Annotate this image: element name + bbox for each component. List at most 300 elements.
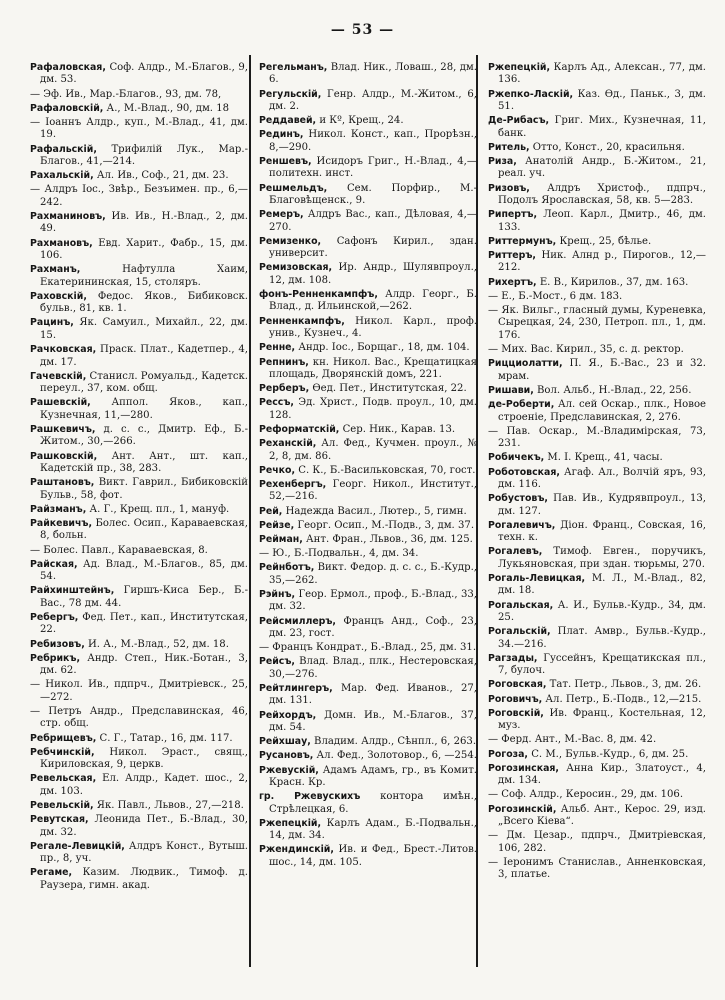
directory-entry [488, 857, 706, 882]
directory-entry [488, 358, 706, 383]
directory-entry [30, 451, 248, 476]
directory-entry [488, 305, 706, 342]
entry-details: Георг. Осип., М.-Подв., 3, дм. 37. [294, 519, 475, 531]
entry-name: Рейсъ, [259, 656, 295, 668]
entry-name: Рейтлингеръ, [259, 683, 333, 694]
entry-name: Рицциолатти, [488, 358, 563, 370]
entry-name: Де-Рибасъ, [488, 115, 550, 127]
entry-name: Рейхшау, [259, 736, 311, 748]
entry-name: Регале-Левицкій, [30, 840, 125, 852]
entry-details: Гиршъ-Киса Бер., Б.-Вас., 78 дм. 44. [40, 585, 248, 609]
entry-details: Отто, Конст., 20, красильня. [529, 141, 685, 153]
entry-details: Домн. Ив., М.-Благов., 37, дм. 54. [269, 709, 477, 734]
entry-name: Робичекъ, [488, 452, 545, 464]
entry-name: Рашкевичъ, [30, 423, 96, 435]
directory-entry [30, 291, 248, 316]
entry-details: — Никол. Ив., пдпрч., Дмитріевск., 25,—272. [30, 679, 248, 703]
directory-entry [488, 344, 706, 356]
entry-details: Исидоръ Григ., Н.-Влад., 4,—политехн. инст. [269, 156, 477, 180]
entry-name: Рогоза, [488, 748, 528, 760]
entry-details: Анатолій Андр., Б.-Житом., 21, реал. уч. [498, 156, 706, 180]
entry-details: Генр. Алдр., М.-Житом., 6, дм. 2. [269, 88, 477, 113]
directory-entry [488, 89, 706, 114]
entry-details: Адамъ Адамъ, гр., въ Комит. Красн. Кр. [269, 764, 477, 789]
directory-entry [30, 653, 248, 678]
entry-name: Ревельская, [30, 773, 97, 785]
directory-entry [30, 170, 248, 182]
entry-details: Ал. Фед., Золотовор., 6, —254. [313, 750, 477, 762]
entry-name: Риттермунъ, [488, 235, 557, 247]
entry-details: Карлъ Ад., Алексан., 77, дм. 136. [498, 62, 706, 86]
entry-details: Андр. Іос., Борщаг., 18, дм. 104. [295, 342, 470, 354]
directory-entry [30, 238, 248, 263]
entry-details: — Алдръ Іос., Звѣр., Безъимен. пр., 6,—242. [30, 184, 248, 208]
directory-entry [30, 545, 248, 557]
entry-name: Ревельскій, [30, 800, 94, 812]
entry-details: Влад. Ник., Ловаш., 28, дм. 6. [269, 62, 477, 86]
directory-entry [488, 183, 706, 208]
entry-name: Ржепецкій, [259, 817, 322, 829]
entry-details: Казим. Людвик., Тимоф. д. Раузера, гимн. акад. [40, 867, 248, 891]
entry-details: Болес. Осип., Караваевская, 8, больн. [40, 517, 248, 542]
directory-entry [488, 467, 706, 492]
directory-entry [488, 452, 706, 464]
entry-name: Ржепецкій, [488, 62, 551, 73]
directory-entry [30, 814, 248, 839]
directory-entry [30, 679, 248, 704]
directory-entry [259, 844, 477, 869]
entry-details: Федос. Яков., Бибиковск. бульв., 81, кв. 1. [40, 290, 248, 315]
directory-entry [488, 209, 706, 234]
entry-name: Райзманъ, [30, 503, 87, 515]
directory-entry [259, 357, 477, 382]
entry-name: Рэйнъ, [259, 588, 296, 600]
directory-entry [259, 818, 477, 843]
entry-name: Раштановъ, [30, 477, 95, 489]
directory-entry [259, 383, 477, 395]
directory-entry [488, 426, 706, 451]
entry-name: Ремизенко, [259, 235, 322, 247]
entry-details: Анна Кир., Златоуст., 4, дм. 134. [498, 762, 706, 787]
entry-name: Ритель, [488, 141, 530, 153]
directory-entry [30, 706, 248, 731]
entry-details: Альб. Ант., Керос. 29, изд. „Всего Кіева“. [498, 803, 706, 828]
directory-entry [30, 371, 248, 396]
entry-details: — Петръ Андр., Предславинская, 46, стр. общ. [30, 706, 248, 730]
entry-name: Райская, [30, 558, 78, 570]
entry-name: Рацинъ, [30, 317, 74, 329]
entry-details: Ад. Влад., М.-Благов., 85, дм. 54. [40, 558, 248, 583]
entry-name: Реддавей, [259, 115, 317, 127]
entry-details: А. И., Бульв.-Кудр., 34, дм. 25. [498, 599, 706, 623]
entry-name: Рей, [259, 505, 283, 517]
directory-column-1 [30, 62, 248, 967]
entry-name: Регельманъ, [259, 62, 328, 73]
entry-name: Ревутская, [30, 814, 89, 826]
entry-details: — Соф. Алдр., Керосин., 29, дм. 106. [488, 789, 684, 801]
entry-name: Рогозинскій, [488, 803, 557, 815]
entry-details: Агаф. Ал., Волчій яръ, 93, дм. 116. [498, 466, 706, 490]
directory-entry [30, 518, 248, 543]
directory-entry [259, 342, 477, 354]
entry-name: Ребрищевъ, [30, 732, 97, 744]
entry-name: Ремеръ, [259, 209, 304, 221]
entry-details: Тат. Петр., Львов., 3, дм. 26. [546, 679, 702, 691]
entry-details: Никол. Конст., кап., Прорѣзн., 8,—290. [269, 129, 477, 153]
directory-column-2 [259, 62, 477, 967]
entry-details: Никол. Эраст., свящ., Кириловская, 9, церкв. [40, 746, 248, 771]
entry-details: И. А., М.-Влад., 52, дм. 18. [84, 638, 229, 650]
directory-entry [488, 291, 706, 303]
entry-details: Францъ Анд., Соф., 23, дм. 23, гост. [269, 615, 477, 639]
entry-details: Никол. Карл., проф. унив., Кузнеч., 4. [269, 315, 477, 340]
entry-name: Реформатскій, [259, 423, 340, 435]
entry-name: Рашевскій, [30, 397, 91, 409]
entry-details: — Францъ Кондрат., Б.-Влад., 25, дм. 31. [259, 642, 477, 654]
directory-entry [259, 562, 477, 587]
directory-entry [30, 747, 248, 772]
entry-name: Рафаловская, [30, 62, 106, 73]
entry-name: Рахмановъ, [30, 237, 93, 249]
directory-entry [30, 639, 248, 651]
directory-entry [30, 733, 248, 745]
entry-details: Эд. Христ., Подв. проул., 10, дм. 128. [269, 397, 477, 421]
entry-details: Григ. Мих., Кузнечная, 11, банк. [498, 115, 706, 139]
directory-entry [488, 763, 706, 788]
entry-details: П. Я., Б.-Вас., 23 и 32. мрам. [498, 358, 706, 382]
directory-entry [30, 773, 248, 798]
entry-name: Ребергъ, [30, 611, 79, 623]
directory-entry [30, 89, 248, 101]
directory-entry [30, 477, 248, 502]
entry-name: Ржепко-Ласкій, [488, 88, 574, 100]
entry-name: Рогальская, [488, 599, 554, 611]
directory-entry [488, 236, 706, 248]
entry-details: кн. Никол. Вас., Крещатицкая площадь, Дворянскій домъ, 221. [269, 356, 477, 380]
entry-name: Риттеръ, [488, 250, 536, 262]
entry-details: Соф. Алдр., М.-Благов., 9, дм. 53. [40, 62, 248, 86]
directory-entry [30, 144, 248, 169]
entry-name: Рафаловскій, [30, 102, 104, 114]
entry-details: — Е., Б.-Мост., 6 дм. 183. [488, 290, 623, 302]
directory-entry [259, 589, 477, 614]
directory-entry [259, 548, 477, 560]
entry-name: Рессъ, [259, 397, 294, 409]
directory-entry [488, 708, 706, 733]
directory-entry [259, 397, 477, 422]
entry-details: — Мих. Вас. Кирил., 35, с. д. ректор. [488, 344, 684, 356]
directory-entry [30, 612, 248, 637]
entry-name: Ржевускій, [259, 764, 319, 776]
entry-details: Вол. Альб., Н.-Влад., 22, 256. [533, 384, 692, 396]
directory-entry [259, 465, 477, 477]
directory-entry [259, 289, 477, 314]
entry-details: Ив. Франц., Костельная, 12, муз. [498, 707, 706, 732]
entry-details: Евд. Харит., Фабр., 15, дм. 106. [40, 237, 248, 262]
directory-entry [259, 479, 477, 504]
entry-name: де-Роберти, [488, 399, 555, 411]
entry-details: Нафтулла Хаим, Екатерининская, 15, столяръ. [40, 264, 248, 288]
directory-entry [259, 438, 477, 463]
entry-details: Плат. Амвр., Бульв.-Кудр., 34.—216. [498, 626, 706, 650]
entry-details: Алдръ Вас., кап., Дѣловая, 4,—270. [269, 209, 477, 233]
directory-entry [488, 115, 706, 140]
entry-name: Регаме, [30, 867, 73, 879]
directory-entry [30, 317, 248, 342]
entry-name: Рахманъ, [30, 264, 81, 276]
entry-details: Мар. Фед. Иванов., 27, дм. 131. [269, 683, 477, 707]
entry-name: Рахальскій, [30, 170, 94, 182]
directory-entry [259, 791, 477, 816]
entry-name: Репнинъ, [259, 356, 309, 368]
entry-details: С. К., Б.-Васильковская, 70, гост. [295, 464, 476, 476]
entry-details: Сафонъ Кирил., здан. университ. [269, 235, 477, 260]
directory-entry [488, 653, 706, 678]
entry-details: — Ю., Б.-Подвальн., 4, дм. 34. [259, 548, 419, 560]
directory-entry [259, 236, 477, 261]
entry-details: Сер. Ник., Карав. 13. [339, 423, 456, 435]
entry-details: Геор. Ермол., проф., Б.-Влад., 33, дм. 32. [269, 588, 477, 613]
directory-columns [22, 62, 706, 967]
entry-details: Ал. Ив., Соф., 21, дм. 23. [93, 170, 229, 182]
directory-entry [30, 504, 248, 516]
directory-entry [488, 250, 706, 275]
entry-details: Викт. Федор. д. с. с., Б.-Кудр., 35,—262. [269, 562, 477, 586]
directory-entry [488, 62, 706, 87]
entry-name: Рехенбергъ, [259, 478, 327, 490]
entry-name: Рейман, [259, 533, 303, 545]
directory-entry [30, 424, 248, 449]
entry-details: Праск. Плат., Кадетпер., 4, дм. 17. [40, 344, 248, 368]
entry-name: Робустовъ, [488, 493, 548, 505]
entry-name: Роговская, [488, 679, 547, 691]
entry-details: — Іоаннъ Алдр., куп., М.-Влад., 41, дм. 19. [30, 117, 248, 141]
directory-entry [30, 62, 248, 87]
entry-name: Рахманиновъ, [30, 211, 106, 223]
page-number: — 53 — [330, 22, 395, 38]
entry-details: Влад. Влад., плк., Нестеровская, 30,—276. [269, 656, 477, 680]
entry-name: Рипертъ, [488, 209, 538, 221]
directory-entry [30, 211, 248, 236]
directory-entry [488, 546, 706, 571]
directory-entry [488, 520, 706, 545]
entry-details: А. Г., Крещ. пл., 1, мануф. [86, 503, 230, 515]
entry-details: — Дм. Цезар., пдпрч., Дмитріевская, 106, 282. [488, 830, 706, 854]
entry-name: Роговскій, [488, 707, 544, 719]
directory-entry [259, 656, 477, 681]
directory-entry [488, 679, 706, 691]
entry-name: Рогаль-Левицкая, [488, 572, 586, 584]
directory-entry [259, 642, 477, 654]
directory-entry [488, 626, 706, 651]
entry-details: Крещ., 25, бѣлье. [556, 235, 652, 247]
entry-details: — Іеронимъ Станислав., Анненковская, 3, платье. [488, 856, 706, 881]
directory-entry [259, 129, 477, 154]
entry-details: Як. Павл., Львов., 27,—218. [93, 800, 244, 812]
entry-name: Рафальскій, [30, 143, 97, 155]
entry-details: Надежда Васил., Лютер., 5, гимн. [282, 505, 467, 517]
directory-entry [30, 103, 248, 115]
entry-details: — Як. Вильг., гласный думы, Куреневка, Сырецкая, 24, 230, Петроп. пл., 1, дм. 176. [488, 305, 706, 341]
entry-details: Андр. Степ., Ник.-Ботан., 3, дм. 62. [40, 652, 248, 677]
entry-name: Ребизовъ, [30, 638, 85, 650]
directory-entry [488, 156, 706, 181]
entry-details: Фед. Пет., кап., Институтская, 22. [40, 611, 248, 636]
entry-details: Гуссейнъ, Крещатикская пл., 7, булоч. [498, 652, 706, 677]
entry-details: — Эф. Ив., Мар.-Благов., 93, дм. 78, [30, 88, 222, 100]
entry-name: Риза, [488, 156, 517, 168]
entry-details: — Болес. Павл., Караваевская, 8. [30, 544, 208, 556]
entry-details: Алдръ Христоф., пдпрч., Подолъ Ярославская, 58, кв. 5—283. [498, 182, 706, 207]
directory-entry [488, 804, 706, 829]
entry-details: Карлъ Адам., Б.-Подвальн., 14, дм. 34. [269, 817, 477, 842]
entry-details: Ир. Андр., Шулявпроул., 12, дм. 108. [269, 262, 477, 286]
entry-details: Пав. Ив., Кудрявпроул., 13, дм. 127. [498, 493, 706, 517]
entry-details: Леоп. Карл., Дмитр., 46, дм. 133. [498, 209, 706, 233]
directory-entry [259, 62, 477, 87]
entry-details: Ник. Алнд р., Пирогов., 12,—212. [498, 250, 706, 274]
directory-entry [259, 683, 477, 708]
entry-name: Рогальскій, [488, 626, 551, 638]
directory-entry [259, 520, 477, 532]
entry-name: Райхинштейнъ, [30, 585, 115, 597]
directory-entry [488, 749, 706, 761]
directory-column-3 [488, 62, 706, 967]
entry-details: Леонида Пет., Б.-Влад., 30, дм. 32. [40, 814, 248, 838]
entry-details: Діон. Франц., Совская, 16, техн. к. [498, 519, 706, 544]
entry-name: Гачевскій, [30, 370, 87, 382]
directory-entry [259, 183, 477, 208]
entry-details: Алдр. Георг., Б. Влад., д. Ильинской,—262. [269, 289, 477, 313]
entry-details: д. с. с., Дмитр. Еф., Б.-Житом., 30,—266. [40, 423, 248, 448]
entry-details: Алдръ Конст., Вутыш. пр., 8, уч. [40, 840, 248, 865]
directory-entry [488, 600, 706, 625]
directory-entry [30, 117, 248, 142]
entry-name: Ремизовская, [259, 262, 333, 274]
entry-details: Трифилій Лук., Мар.-Благов., 41,—214. [40, 143, 248, 168]
entry-name: Решмельдъ, [259, 182, 328, 194]
directory-entry [488, 493, 706, 518]
entry-details: — Пав. Оскар., М.-Владимірская, 73, 231. [488, 425, 706, 450]
entry-details: Аппол. Яков., кап., Кузнечная, 11,—280. [40, 397, 248, 421]
entry-name: Роговичъ, [488, 693, 543, 705]
entry-details: Георг. Никол., Институт., 52,—216. [269, 478, 477, 503]
directory-entry [259, 750, 477, 762]
entry-name: Рагзады, [488, 652, 538, 664]
entry-name: Рейзе, [259, 519, 295, 531]
entry-details: Викт. Гаврил., Бибиковскій Бульв., 58, фот. [40, 477, 248, 501]
entry-name: Рейнботъ, [259, 562, 315, 574]
entry-details: Ант. Фран., Львов., 36, дм. 125. [302, 533, 473, 545]
entry-name: Ржендинскій, [259, 844, 334, 856]
directory-entry [259, 316, 477, 341]
entry-details: Ал. сей Оскар., плк., Новое строеніе, Предславинская, 2, 276. [498, 399, 706, 423]
entry-name: Ренне, [259, 342, 296, 354]
entry-details: Ив. Ив., Н.-Влад., 2, дм. 49. [40, 211, 248, 235]
entry-name: Ришави, [488, 384, 534, 396]
entry-name: Рогозинская, [488, 762, 559, 774]
entry-details: М. І. Крещ., 41, часы. [544, 452, 663, 464]
entry-name: Рерберъ, [259, 383, 310, 395]
entry-name: Рейхордъ, [259, 709, 317, 721]
entry-details: — Ферд. Ант., М.-Вас. 8, дм. 42. [488, 734, 657, 746]
entry-details: Ал. Петр., Б.-Подв., 12,—215. [542, 693, 702, 705]
entry-name: Рейсмиллеръ, [259, 615, 336, 627]
entry-name: Рачковская, [30, 344, 97, 356]
directory-entry [488, 385, 706, 397]
directory-entry [30, 184, 248, 209]
directory-entry [30, 800, 248, 812]
directory-entry [259, 156, 477, 181]
entry-details: А., М.-Влад., 90, дм. 18 [103, 102, 230, 114]
entry-name: фонъ-Ренненкампфъ, [259, 289, 378, 301]
directory-entry [259, 736, 477, 748]
entry-details: Ѳед. Пет., Институтская, 22. [309, 383, 467, 395]
entry-details: М. Л., М.-Влад., 82, дм. 18. [498, 572, 706, 597]
directory-entry [259, 616, 477, 641]
entry-details: Сем. Порфир., М.-Благовѣщенск., 9. [269, 182, 477, 207]
entry-details: Владим. Алдр., Сѣнпл., 6, 263. [310, 736, 477, 748]
directory-entry [259, 506, 477, 518]
entry-name: Рединъ, [259, 129, 304, 141]
directory-entry [488, 789, 706, 801]
entry-name: Реншевъ, [259, 156, 312, 168]
entry-name: Ренненкампфъ, [259, 315, 345, 327]
directory-entry [488, 277, 706, 289]
entry-details: Ант. Ант., шт. кап., Кадетскій пр., 38, 283. [40, 450, 248, 474]
directory-entry [488, 573, 706, 598]
directory-entry [488, 830, 706, 855]
directory-entry [259, 209, 477, 234]
directory-entry [488, 694, 706, 706]
entry-name: Ребрикъ, [30, 652, 81, 664]
entry-name: Ребчинскій, [30, 746, 95, 758]
entry-name: Райкевичъ, [30, 517, 93, 529]
directory-entry [30, 867, 248, 892]
entry-details: С. Г., Татар., 16, дм. 117. [96, 732, 233, 744]
entry-details: контора имѣн., Стрѣлецкая, 6. [269, 791, 477, 815]
entry-details: Як. Самуил., Михайл., 22, дм. 15. [40, 317, 248, 341]
entry-name: Реханскій, [259, 438, 317, 450]
entry-details: Ел. Алдр., Кадет. шос., 2, дм. 103. [40, 773, 248, 797]
directory-entry [259, 710, 477, 735]
entry-name: Роботовская, [488, 466, 560, 478]
directory-entry [30, 397, 248, 422]
directory-entry [30, 585, 248, 610]
directory-entry [259, 424, 477, 436]
entry-name: гр. Ржевускихъ [259, 791, 361, 803]
directory-entry [259, 115, 477, 127]
entry-name: Рогалевъ, [488, 546, 543, 558]
entry-name: Русановъ, [259, 750, 314, 762]
directory-entry [259, 89, 477, 114]
entry-details: Е. В., Кирилов., 37, дм. 163. [536, 276, 689, 288]
entry-name: Рашковскій, [30, 450, 98, 462]
directory-entry [30, 559, 248, 584]
directory-entry [488, 734, 706, 746]
entry-details: и Кº, Крещ., 24. [316, 115, 404, 127]
directory-entry [259, 765, 477, 790]
entry-details: Тимоф. Евген., поручикъ, Лукьяновская, при здан. тюрьмы, 270. [498, 546, 706, 570]
directory-entry [259, 534, 477, 546]
directory-entry [30, 264, 248, 289]
entry-name: Рогалевичъ, [488, 519, 556, 531]
directory-entry [488, 142, 706, 154]
entry-name: Ризовъ, [488, 182, 530, 194]
entry-details: Станисл. Ромуальд., Кадетск. переул., 37, ком. общ. [40, 370, 248, 395]
directory-entry [259, 262, 477, 287]
entry-details: Ив. и Фед., Брест.-Литов. шос., 14, дм. 105. [269, 844, 477, 868]
